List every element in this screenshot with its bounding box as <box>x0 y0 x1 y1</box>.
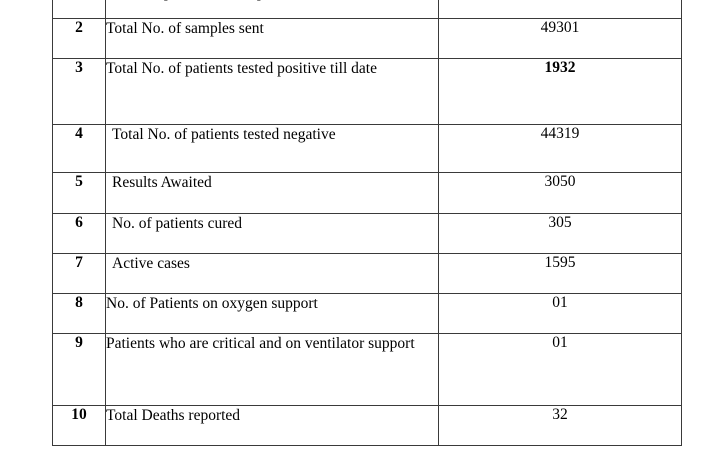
row-label <box>106 0 439 19</box>
table-row <box>53 406 682 446</box>
table-row <box>53 214 682 254</box>
row-label: Patients who are critical and on ventilator support <box>106 334 439 406</box>
row-number: 7 <box>53 254 106 294</box>
row-value <box>439 0 682 19</box>
row-number: 8 <box>53 294 106 334</box>
table-row <box>53 19 682 59</box>
row-label: No. of Patients on oxygen support <box>106 294 439 334</box>
table-row <box>53 254 682 294</box>
table-row <box>53 0 682 19</box>
row-value: 3050 <box>439 173 682 214</box>
row-value: 305 <box>439 214 682 254</box>
row-value: 44319 <box>439 125 682 173</box>
row-number: 10 <box>53 406 106 446</box>
table-row <box>53 59 682 125</box>
row-number: 3 <box>53 59 106 125</box>
covid-status-table <box>52 0 682 446</box>
row-value: 01 <box>439 334 682 406</box>
row-label: No. of patients cured <box>106 214 439 254</box>
row-value: 1932 <box>439 59 682 125</box>
row-label: Results Awaited <box>106 173 439 214</box>
row-value: 49301 <box>439 19 682 59</box>
row-number: 5 <box>53 173 106 214</box>
row-value: 1595 <box>439 254 682 294</box>
table-row <box>53 173 682 214</box>
row-number: 2 <box>53 19 106 59</box>
row-value: 32 <box>439 406 682 446</box>
row-value: 01 <box>439 294 682 334</box>
row-number: 4 <box>53 125 106 173</box>
table-row <box>53 294 682 334</box>
row-label: Active cases <box>106 254 439 294</box>
table-row <box>53 334 682 406</box>
row-label: Total No. of patients tested positive till date <box>106 59 439 125</box>
row-label: Total Deaths reported <box>106 406 439 446</box>
row-number: 6 <box>53 214 106 254</box>
row-number <box>53 0 106 19</box>
row-number: 9 <box>53 334 106 406</box>
row-label: Total No. of samples sent <box>106 19 439 59</box>
table-row <box>53 125 682 173</box>
row-label: Total No. of patients tested negative <box>106 125 439 173</box>
